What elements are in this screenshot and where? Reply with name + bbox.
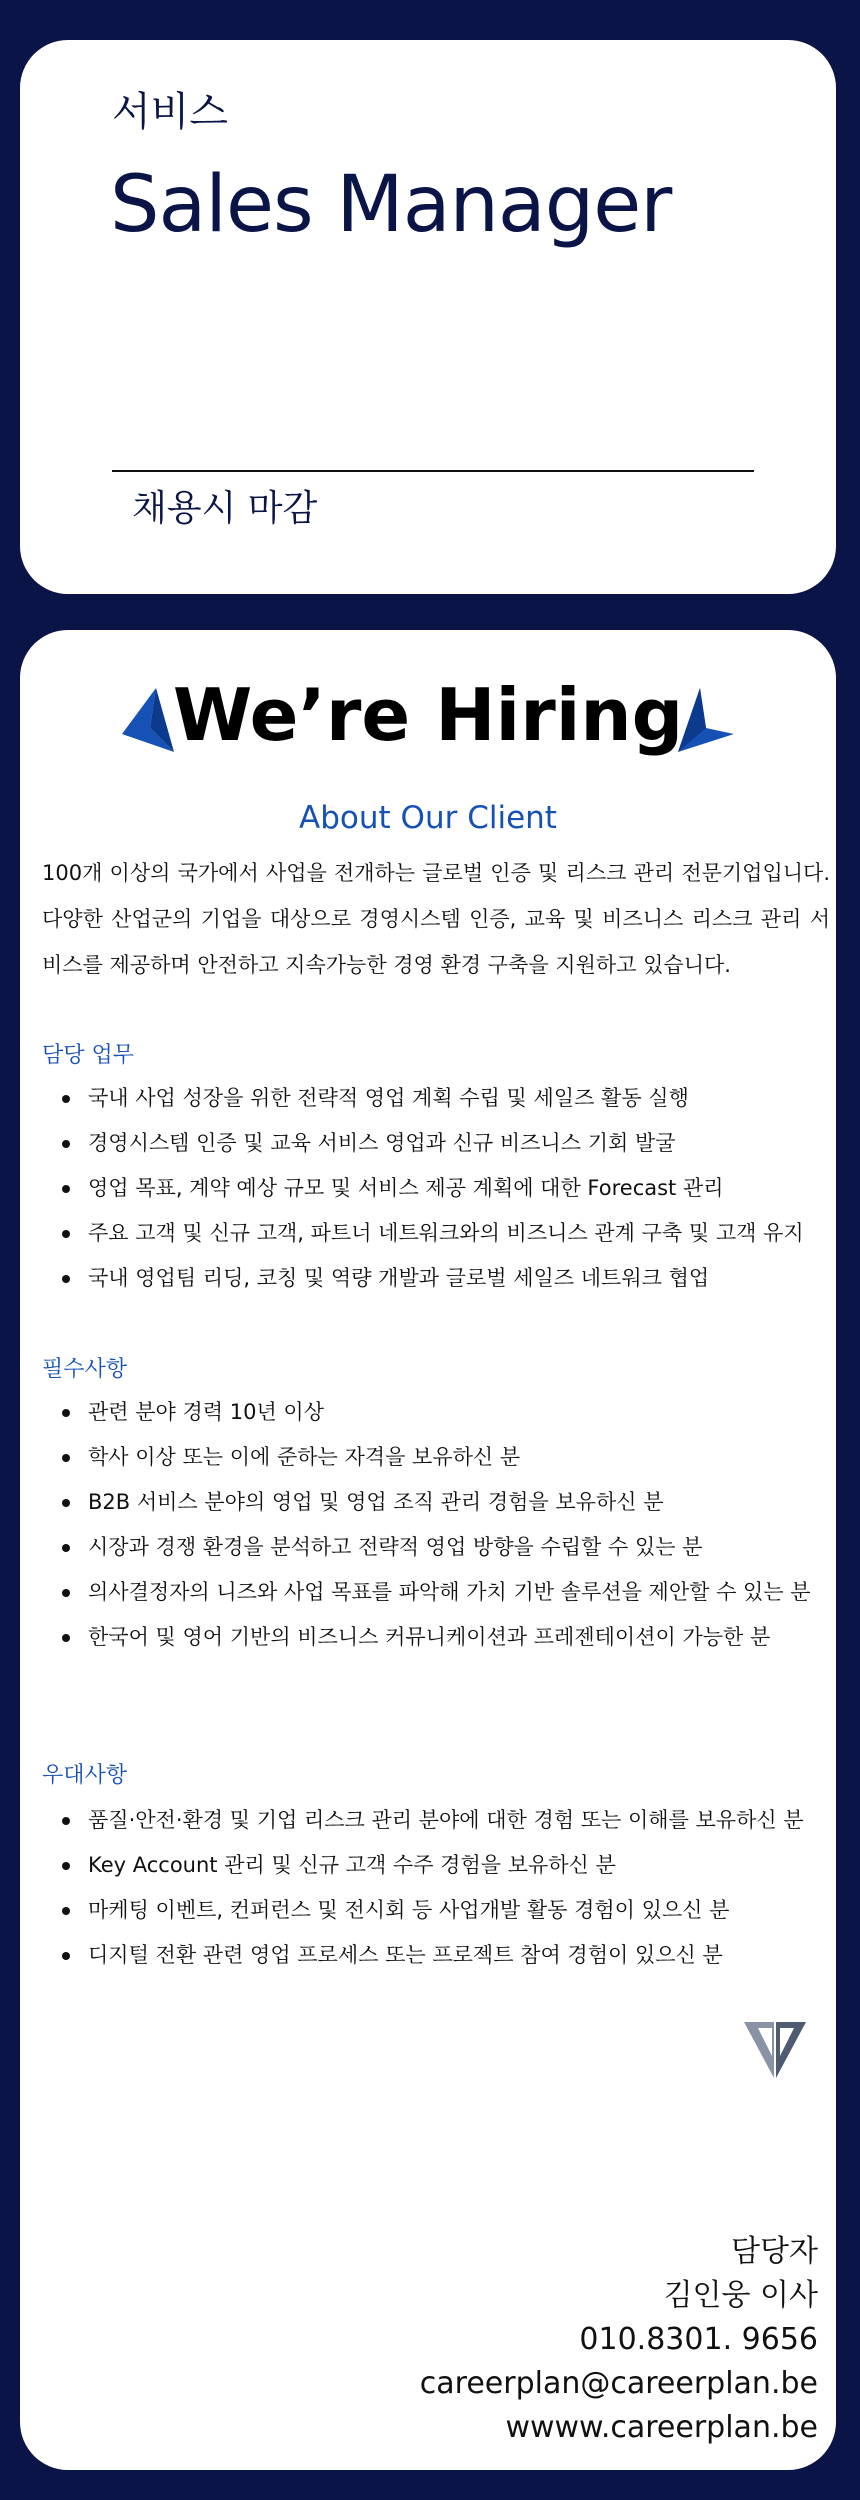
list-item: Key Account 관리 및 신규 고객 수주 경험을 보유하신 분 bbox=[42, 1843, 832, 1888]
contact-phone[interactable]: 010.8301. 9656 bbox=[579, 2322, 818, 2357]
required-list bbox=[42, 1390, 832, 1660]
list-item: 마케팅 이벤트, 컨퍼런스 및 전시회 등 사업개발 활동 경험이 있으신 분 bbox=[42, 1888, 832, 1933]
contact-email-link[interactable]: careerplan@careerplan.be bbox=[419, 2366, 818, 2401]
job-category: 서비스 bbox=[112, 89, 228, 135]
list-item: 품질·안전·환경 및 기업 리스크 관리 분야에 대한 경험 또는 이해를 보유하신 분 bbox=[42, 1798, 832, 1843]
preferred-list bbox=[42, 1798, 832, 1978]
list-item: 국내 영업팀 리딩, 코칭 및 역량 개발과 글로벌 세일즈 네트워크 협업 bbox=[42, 1256, 832, 1301]
list-item: 디지털 전환 관련 영업 프로세스 또는 프로젝트 참여 경험이 있으신 분 bbox=[42, 1933, 832, 1978]
preferred-title: 우대사항 bbox=[42, 1763, 128, 1788]
list-item: 시장과 경쟁 환경을 분석하고 전략적 영업 방향을 수립할 수 있는 분 bbox=[42, 1525, 832, 1570]
triangle-arrow-icon bbox=[678, 688, 734, 752]
job-header-card bbox=[20, 40, 836, 594]
divider bbox=[112, 470, 754, 472]
job-detail-card bbox=[20, 630, 836, 2470]
list-item: 학사 이상 또는 이에 준하는 자격을 보유하신 분 bbox=[42, 1435, 832, 1480]
contact-name: 김인웅 이사 bbox=[663, 2278, 818, 2313]
list-item: 한국어 및 영어 기반의 비즈니스 커뮤니케이션과 프레젠테이션이 가능한 분 bbox=[42, 1615, 832, 1660]
deadline: 채용시 마감 bbox=[132, 488, 318, 529]
list-item: 관련 분야 경력 10년 이상 bbox=[42, 1390, 832, 1435]
about-text: 100개 이상의 국가에서 사업을 전개하는 글로벌 인증 및 리스크 관리 전문기업입니다. 다양한 산업군의 기업을 대상으로 경영시스템 인증, 교육 및 비즈니스 리스크 관리 서비스를 제공하며 안전하고 지속가능한 경영 환경 구축을 지원하고 있습니다. bbox=[42, 861, 830, 977]
contact-label: 담당자 bbox=[731, 2234, 818, 2269]
list-item: 의사결정자의 니즈와 사업 목표를 파악해 가치 기반 솔루션을 제안할 수 있는 분 bbox=[42, 1570, 832, 1615]
list-item: 경영시스템 인증 및 교육 서비스 영업과 신규 비즈니스 기회 발굴 bbox=[42, 1121, 832, 1166]
contact-website-link[interactable]: wwww.careerplan.be bbox=[505, 2410, 818, 2445]
about-title: About Our Client bbox=[299, 800, 557, 836]
duties-list bbox=[42, 1076, 832, 1301]
hiring-title: We’re Hiring bbox=[172, 673, 684, 757]
careerplan-logo-icon bbox=[744, 2022, 806, 2078]
list-item: 국내 사업 성장을 위한 전략적 영업 계획 수립 및 세일즈 활동 실행 bbox=[42, 1076, 832, 1121]
duties-title: 담당 업무 bbox=[42, 1043, 135, 1068]
list-item: 주요 고객 및 신규 고객, 파트너 네트워크와의 비즈니스 관계 구축 및 고객 유지 bbox=[42, 1211, 832, 1256]
contact-block bbox=[420, 2230, 818, 2450]
list-item: B2B 서비스 분야의 영업 및 영업 조직 관리 경험을 보유하신 분 bbox=[42, 1480, 832, 1525]
required-title: 필수사항 bbox=[42, 1357, 128, 1382]
job-title: Sales Manager bbox=[110, 160, 672, 250]
hiring-banner bbox=[20, 660, 836, 770]
list-item: 영업 목표, 계약 예상 규모 및 서비스 제공 계획에 대한 Forecast 관리 bbox=[42, 1166, 832, 1211]
